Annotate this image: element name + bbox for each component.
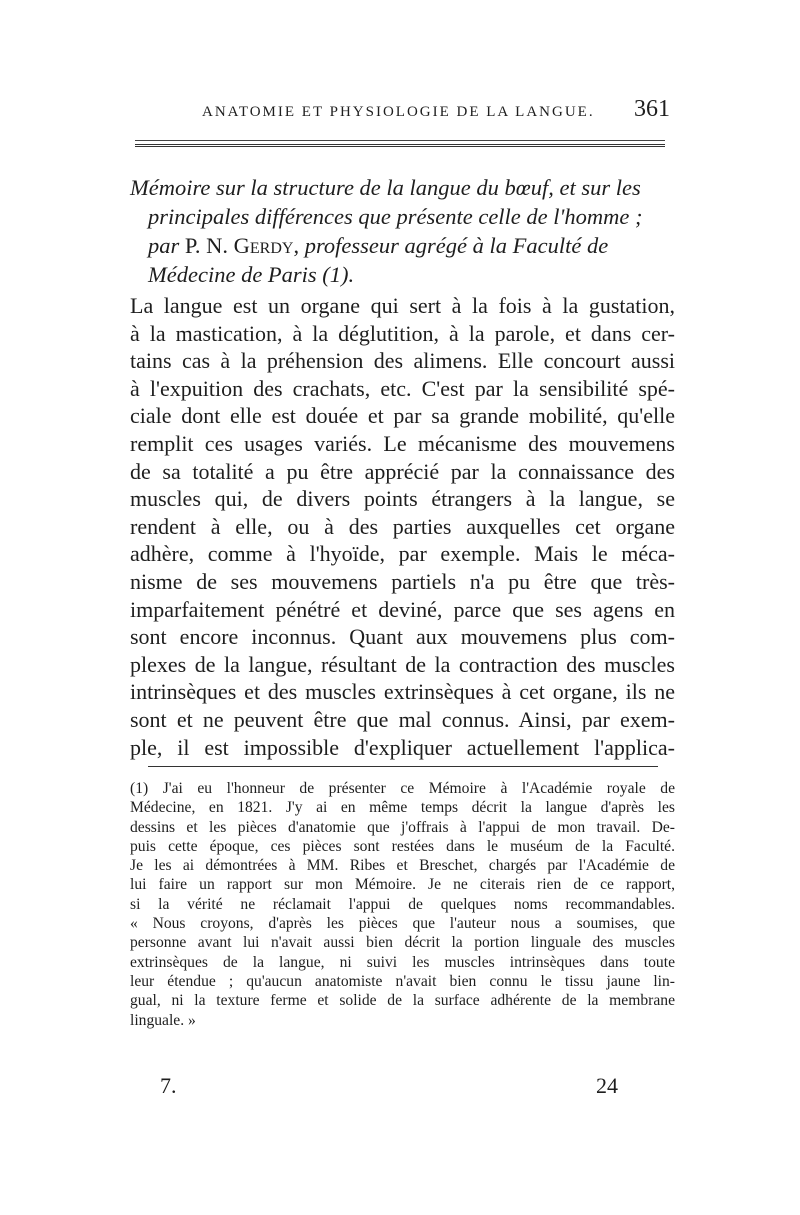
body-line: sont et ne peuvent être que mal connus. Ainsi, par exem- (130, 706, 675, 732)
footnote-line: Médecine, en 1821. J'y ai en même temps décrit la langue d'après les (130, 799, 675, 817)
title-line: principales différences que présente celle de l'homme ; (148, 204, 643, 229)
page-header (130, 98, 670, 128)
footnote-line: dessins et les pièces d'anatomie que j'offrais à l'appui de mon travail. De- (130, 818, 675, 836)
title-line: Mémoire sur la structure de la langue du bœuf, et sur les (130, 175, 641, 200)
body-line: plexes de la langue, résultant de la contraction des muscles (130, 651, 675, 677)
footnote-line: linguale. » (130, 1011, 196, 1029)
body-line: remplit ces usages variés. Le mécanisme des mouvemens (130, 430, 675, 456)
body-line: muscles qui, de divers points étrangers à la langue, se (130, 486, 675, 512)
author-name: P. N. Gerdy, (184, 233, 300, 258)
page-number: 361 (634, 96, 670, 122)
header-rule (135, 140, 665, 147)
body-line: de sa totalité a pu être apprécié par la connaissance des (130, 458, 675, 484)
footnote-line: (1) J'ai eu l'honneur de présenter ce Mémoire à l'Académie royale de (130, 780, 675, 797)
footnote-rule (148, 766, 658, 767)
footnote-line: leur étendue ; qu'aucun anatomiste n'avait bien connu le tissu jaune lin- (130, 972, 675, 990)
footnote-line: extrinsèques de la langue, ni suivi les muscles intrinsèques dans toute (130, 953, 675, 971)
par-word: par (148, 233, 180, 258)
footnote-line: gual, ni la texture ferme et solide de la surface adhérente de la membrane (130, 992, 675, 1010)
footnote-line: si la vérité ne réclamait l'appui de quelques noms recommandables. (130, 895, 675, 913)
body-line: ple, il est impossible d'expliquer actuellement l'applica- (130, 734, 675, 760)
body-paragraph (130, 292, 675, 761)
footnote-line: Je les ai démontrées à MM. Ribes et Breschet, chargés par l'Académie de (130, 857, 675, 875)
footnote-line: « Nous croyons, d'après les pièces que l'auteur nous a soumises, que (130, 915, 675, 933)
body-line: imparfaitement pénétré et deviné, parce que ses agens en (130, 596, 675, 622)
body-line: adhère, comme à l'hyoïde, par exemple. Mais le méca- (130, 541, 675, 567)
body-line: La langue est un organe qui sert à la fois à la gustation, (130, 293, 675, 318)
body-line: nisme de ses mouvemens partiels n'a pu être que très- (130, 568, 675, 594)
signature-mark: 7. (160, 1073, 177, 1098)
running-title: ANATOMIE ET PHYSIOLOGIE DE LA LANGUE. (202, 104, 595, 120)
body-line: sont encore inconnus. Quant aux mouvemens plus com- (130, 624, 675, 650)
body-line: à la mastication, à la déglutition, à la parole, et dans cer- (130, 320, 675, 346)
sheet-number: 24 (596, 1073, 618, 1098)
body-line: ciale dont elle est douée et par sa grande mobilité, qu'elle (130, 403, 675, 429)
body-line: rendent à elle, ou à des parties auxquelles cet organe (130, 513, 675, 539)
author-line (130, 231, 675, 260)
body-line: à l'expuition des crachats, etc. C'est par la sensibilité spé- (130, 375, 675, 401)
body-line: intrinsèques et des muscles extrinsèques à cet organe, ils ne (130, 679, 675, 705)
author-affiliation: professeur agrégé à la Faculté de (304, 233, 609, 258)
footnote-line: lui faire un rapport sur mon Mémoire. Je ne citerais rien de ce rapport, (130, 876, 675, 894)
footnote-line: puis cette époque, ces pièces sont restées dans le muséum de la Faculté. (130, 837, 675, 855)
title-line: Médecine de Paris (1). (148, 262, 355, 287)
footnote (130, 779, 675, 1030)
footnote-line: personne avant lui n'avait aussi bien décrit la portion linguale des muscles (130, 934, 675, 952)
body-line: tains cas à la préhension des alimens. Elle concourt aussi (130, 348, 675, 374)
memoir-title (130, 173, 675, 289)
